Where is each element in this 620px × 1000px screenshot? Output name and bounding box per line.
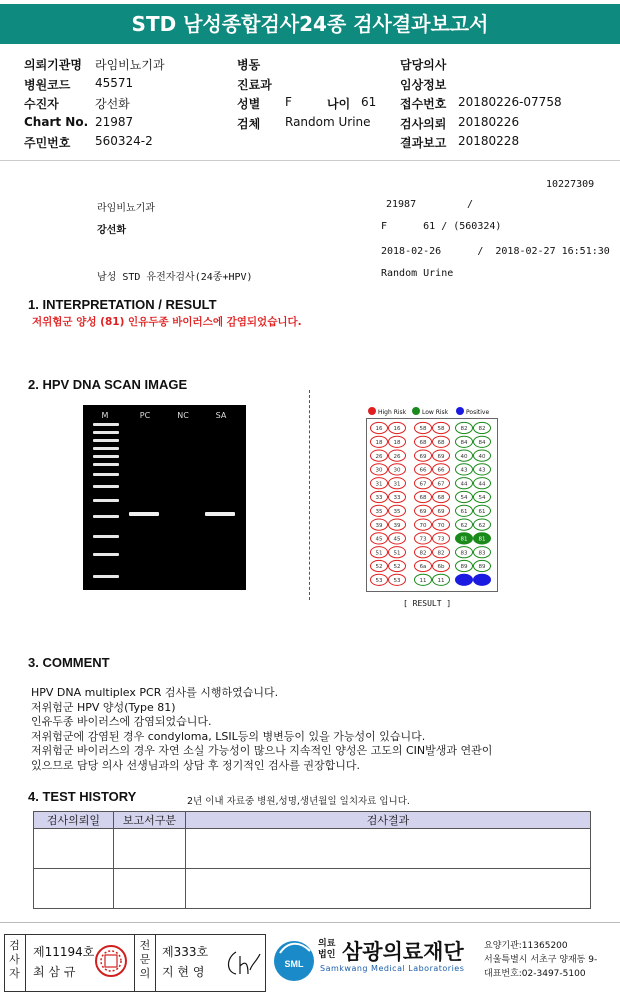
comment-line: 있으므로 담당 의사 선생님과의 상담 후 정기적인 검사를 권장합니다. [31, 758, 360, 772]
section4-heading: 4. TEST HISTORY [28, 789, 137, 804]
report-test-name: 남성 STD 유전자검사(24종+HPV) [97, 272, 253, 283]
inspector-seal-icon [94, 944, 128, 978]
chip-spot-label: 58 [419, 426, 427, 433]
chip-spot-label: 81 [460, 536, 468, 543]
address: 서울특별시 서초구 양재동 9- [484, 955, 598, 965]
org-english-name: Samkwang Medical Laboratories [320, 964, 465, 973]
chip-spot-label: 54 [460, 495, 468, 502]
chip-spot-label: 53 [393, 578, 401, 584]
comment-line: HPV DNA multiplex PCR 검사를 시행하였습니다. [31, 686, 279, 699]
chip-spot-label: 68 [419, 495, 427, 502]
header-right-field-label: 검사의뢰 [400, 116, 447, 131]
chip-caption: [ RESULT ] [403, 599, 452, 608]
chip-spot-label: 69 [437, 509, 445, 515]
chip-spot-label: 54 [478, 495, 486, 502]
chip-spot-label: 31 [375, 481, 383, 488]
chip-spot-label: 43 [460, 467, 468, 474]
chip-spot-label: 83 [460, 550, 468, 557]
chip-spot-label: 51 [393, 550, 401, 557]
age-value: 61 [361, 95, 377, 109]
chip-spot-label: 35 [393, 509, 401, 515]
report-patient: 강선화 [97, 225, 126, 236]
pathologist-label: 전문의 [134, 934, 156, 992]
history-note: 2년 이내 자료중 병원,성명,생년월일 일치자료 입니다. [187, 796, 410, 807]
inspector-name: 최 삼 규 [33, 965, 76, 979]
header-left-field-label: 병원코드 [24, 77, 71, 92]
chip-spot-label: 82 [437, 550, 445, 557]
section1-heading: 1. INTERPRETATION / RESULT [28, 297, 217, 312]
chip-spot-label: 16 [375, 426, 383, 433]
legend-low-label: Low Risk [422, 409, 449, 416]
chip-spot-label: 16 [393, 426, 401, 433]
gel-marker-band [93, 485, 119, 488]
chip-spot-label: 30 [393, 467, 401, 474]
gel-image [83, 405, 246, 590]
pathologist-name: 지 현 영 [162, 965, 205, 979]
chip-spot-label: 43 [478, 467, 486, 474]
chip-spot-label: 45 [375, 536, 383, 543]
header-right-field-label: 임상정보 [400, 77, 447, 92]
chip-spot-label: 35 [375, 509, 383, 515]
header-left-field-label: Chart No. [24, 114, 89, 129]
header-right-field-label: 결과보고 [400, 136, 447, 150]
header-right-field-label: 접수번호 [400, 97, 447, 111]
chip-spot-label: 70 [437, 522, 445, 529]
report-title: STD 남성종합검사24종 검사결과보고서 [0, 4, 620, 44]
comment-body [31, 686, 492, 773]
header-middle-field-value: Random Urine [285, 114, 371, 129]
chip-spot-label: 26 [393, 453, 401, 460]
image-divider [309, 390, 310, 600]
chip-spot-label: 39 [375, 522, 383, 529]
gel-pc-band [129, 512, 159, 516]
chip-spot [474, 574, 491, 585]
chip-spot-label: 68 [419, 440, 427, 446]
chip-spot-label: 89 [478, 564, 486, 571]
chip-spot-label: 45 [393, 536, 401, 543]
chip-spot-label: 82 [460, 426, 468, 433]
comment-line: 저위험군 바이러스의 경우 자연 소실 가능성이 많으나 지속적인 양성은 고도의 CIN발생과 연관이 [31, 744, 493, 757]
history-col-result: 검사결과 [186, 812, 591, 829]
gel-lane-label: M [101, 411, 109, 420]
chip-spot-label: 11 [419, 578, 427, 584]
chip-spot-label: 61 [478, 509, 486, 515]
chip-spot-label: 39 [393, 522, 401, 529]
chip-spot-label: 73 [419, 536, 427, 543]
legend-high-label: High Risk [378, 409, 407, 416]
chip-spot-label: 67 [437, 481, 445, 488]
chip-spot-label: 82 [419, 550, 427, 557]
chip-spot-label: 82 [478, 426, 486, 433]
institution-code: 요양기관:11365200 [484, 941, 568, 951]
header-middle-field-label: 성별 [237, 97, 261, 111]
chip-spot-label: 40 [460, 453, 468, 460]
header-left-field-value: 라임비뇨기과 [95, 58, 165, 72]
legend-low-icon [412, 407, 420, 415]
chip-spot-label: 68 [437, 495, 445, 502]
chip-spot-label: 61 [460, 509, 468, 515]
gel-marker-band [93, 439, 119, 442]
gel-marker-band [93, 575, 119, 578]
gel-marker-band [93, 515, 119, 518]
header-right-field-value: 20180228 [458, 134, 520, 148]
header-right-field-value: 20180226 [458, 114, 520, 129]
section2-heading: 2. HPV DNA SCAN IMAGE [28, 377, 188, 392]
gel-lane-label: NC [177, 411, 189, 420]
chip-spot-label: 18 [393, 440, 401, 446]
legend-positive-icon [456, 407, 464, 415]
chip-spot-label: 26 [375, 453, 383, 460]
chip-spot-label: 73 [437, 536, 445, 543]
chip-spot-label: 69 [419, 453, 427, 460]
comment-line: 인유두종 바이러스에 감염되었습니다. [31, 715, 212, 728]
header-left-field-label: 주민번호 [24, 136, 71, 150]
chip-spot-label: 31 [393, 481, 401, 488]
sml-logo-icon [270, 935, 318, 983]
header-middle-field-value: F [285, 95, 292, 109]
hpv-chip-image [366, 404, 498, 592]
history-col-type: 보고서구분 [114, 812, 186, 829]
interpretation-result: 저위험군 양성 (81) 인유두종 바이러스에 감염되었습니다. [32, 316, 302, 328]
chip-spot-label: 30 [375, 467, 383, 474]
comment-line: 저위험군에 감염된 경우 condyloma, LSIL등의 병변등이 있을 가능성이 있습니다. [31, 729, 426, 743]
chip-spot-label: 89 [460, 564, 468, 571]
gel-marker-band [93, 535, 119, 538]
header-middle-field-label: 검체 [237, 116, 261, 131]
phone: 대표번호:02-3497-5100 [484, 969, 586, 979]
table-row [34, 829, 591, 869]
pathologist-signature [222, 944, 264, 980]
gel-marker-band [93, 499, 119, 502]
chip-spot-label: 66 [437, 467, 445, 474]
chip-spot-label: 68 [437, 440, 445, 446]
chip-spot-label: 33 [375, 495, 383, 502]
inspector-no: 제11194호 [33, 945, 95, 959]
chip-spot-label: 44 [478, 481, 486, 488]
gel-marker-band [93, 553, 119, 556]
chip-spot-label: 62 [478, 522, 486, 529]
inspector-label: 검사자 [4, 934, 26, 992]
history-header-row [34, 812, 591, 829]
age-label: 나이 [327, 97, 351, 111]
chip-spot-label: 18 [375, 440, 383, 446]
svg-text:SML: SML [284, 959, 304, 969]
header-middle-field-label: 병동 [237, 58, 261, 72]
header-left-field-value: 21987 [95, 114, 134, 129]
chip-spot-label: 52 [375, 564, 383, 571]
pathologist-no: 제333호 [162, 945, 209, 959]
history-table [33, 811, 591, 909]
gel-sa-band [205, 512, 235, 516]
report-id: 10227309 [546, 179, 595, 190]
report-specimen: Random Urine [381, 268, 454, 279]
header-right-field-label: 담당의사 [400, 58, 447, 72]
section3-heading: 3. COMMENT [28, 655, 110, 670]
legend-high-icon [368, 407, 376, 415]
chip-spot-label: 70 [419, 522, 427, 529]
chip-spot-label: 33 [393, 495, 401, 502]
org-name: 삼광의료재단 [342, 940, 464, 964]
report-dates: 2018-02-26 / 2018-02-27 16:51:30 [381, 246, 610, 257]
chip-spot-label: 84 [478, 440, 486, 446]
chip-spot-label: 62 [460, 522, 468, 529]
chip-spot-label: 69 [419, 509, 427, 515]
report-clinic: 라임비뇨기과 [97, 203, 155, 214]
report-chart-slash: / [467, 199, 474, 210]
chip-spot-label: 69 [437, 453, 445, 460]
chip-spot-label: 52 [393, 564, 401, 571]
gel-marker-band [93, 431, 119, 434]
chip-spot-label: 51 [375, 550, 383, 557]
chip-spot-label: 40 [478, 453, 486, 460]
chip-spot-label: 66 [419, 467, 427, 474]
chip-spot-label: 6b [437, 564, 445, 571]
chip-spot-label: 11 [437, 578, 445, 584]
report-sex-age: F 61 / (560324) [381, 221, 502, 232]
org-prefix: 의료 법인 [318, 939, 336, 960]
gel-marker-band [93, 463, 119, 466]
report-chart-no: 21987 [386, 199, 417, 210]
chip-spot-label: 67 [419, 481, 427, 488]
header-left-field-value: 560324-2 [95, 134, 153, 148]
comment-line: 저위험군 HPV 양성(Type 81) [31, 700, 176, 714]
chip-spot-label: 83 [478, 550, 486, 557]
chip-spot-label: 81 [478, 536, 486, 543]
chip-spot-label: 44 [460, 481, 468, 488]
history-col-date: 검사의뢰일 [34, 812, 114, 829]
header-middle-field-label: 진료과 [237, 77, 272, 92]
gel-lane-label: SA [215, 411, 227, 420]
chip-spot-label: 6a [419, 564, 427, 571]
gel-lane-label: PC [139, 411, 151, 420]
chip-spot-label: 84 [460, 440, 468, 446]
gel-marker-band [93, 423, 119, 426]
header-divider [0, 160, 620, 161]
chip-spot-label: 53 [375, 578, 383, 584]
gel-marker-band [93, 455, 119, 458]
legend-positive-label: Positive [466, 409, 490, 416]
table-row [34, 869, 591, 909]
footer-divider [0, 922, 620, 923]
chip-spot [456, 574, 473, 585]
chip-spot-label: 58 [437, 426, 445, 433]
header-left-field-value: 강선화 [95, 97, 130, 111]
header-left-field-label: 수진자 [24, 97, 59, 111]
gel-marker-band [93, 447, 119, 450]
gel-marker-band [93, 473, 119, 476]
header-right-field-value: 20180226-07758 [458, 95, 562, 109]
header-left-field-label: 의뢰기관명 [24, 58, 82, 72]
header-left-field-value: 45571 [95, 75, 134, 90]
